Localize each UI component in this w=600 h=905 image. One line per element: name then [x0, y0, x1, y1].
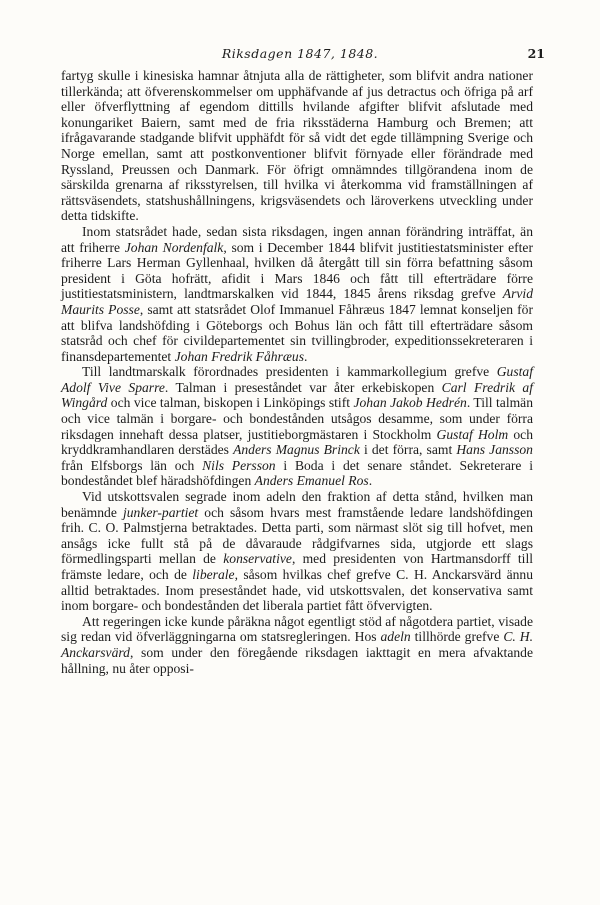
paragraph — [61, 614, 533, 676]
text-run: , med presidenten von Hartmansdorff till främste ledare, och de — [61, 551, 534, 582]
italic-name: Anders Magnus Brinck — [233, 442, 360, 458]
text-run: tillhörde grefve — [410, 629, 504, 645]
text-run: och såsom hvars mest framstående ledare landshöfdingen frih. C. O. Palmstjerna betraktades. Detta parti, som närmast slöt sig till hofvet, men ansågs icke fullt stå på de dåvaraude rådgifvarnes sida, utgjorde ett slags förmedlingsparti mellan de — [61, 504, 533, 567]
text-run: och kryddkramhandlaren derstädes — [61, 426, 533, 458]
running-head — [0, 46, 600, 66]
text-run: , som i December 1844 blifvit justitiestatsminister efter friherre Lars Herman Gyllenhaal, hvilken då återgått till sin förra befattning såsom president i Göta hofrätt, afidit i Mars 1846 och fått till efterträdare förre justitiestatsministern, landtmarskalken vid 1844, 1845 årens riksdag grefve — [61, 239, 533, 302]
text-run: i Boda i det senare ståndet. Sekreterare i bondeståndet blef häradshöfdingen — [61, 457, 533, 489]
italic-name: Anders Emanuel Ros — [254, 473, 369, 489]
text-run: Till landtmarskalk förordnades presidenten i kammarkollegium grefve — [82, 364, 497, 380]
text-run: fartyg skulle i kinesiska hamnar åtnjuta alla de rättigheter, som blifvit andra nationer tillerkända; att öfverenskommelser om upphäfvande af jus detractus och öfriga på arf eller öfverflyttning af egendom dittills hvilande afgifter blifvit afslutade med konungariket Baiern, samt med de fria riksstäderna Hamburg och Bremen; att ifrågavarande stadgande blifvit upphäfdt för så vidt det egde tillämpning Sverige och Norge emellan, samt att postkonventioner blifvit förnyade eller förändrade med Ryssland, Preussen och Danmark. För öfrigt omnämndes tillgörandena inom de särskilda grenarna af riksstyrelsen, till hvilka vi återkomma vid framställningen af rättsväsendets, statshushållningens, krigsväsendets och läroverkens utveckling under detta tidskifte. — [61, 68, 533, 224]
italic-name: Gustaf Adolf Vive Sparre — [61, 364, 533, 395]
italic-name: Carl Fredrik af Wingård — [61, 379, 533, 411]
text-run: Inom statsrådet hade, sedan sista riksdagen, ingen annan förändring inträffat, än att friherre — [61, 223, 533, 255]
text-run: från Elfsborgs län och — [61, 457, 203, 473]
paragraph — [61, 364, 533, 489]
text-run: . Talman i preseståndet var åter erkebiskopen — [164, 379, 442, 395]
italic-name: junker-partiet — [122, 504, 199, 520]
paragraph — [61, 489, 533, 614]
body-text — [61, 68, 533, 676]
text-run: , samt att statsrådet Olof Immanuel Fåhræus 1847 lemnat konseljen för att blifva landshöfding i Göteborgs och Bohus län och fått till efterträdare såsom statsråd och chef för civildepartementet sin tvillingbroder, expeditionssekreteraren i finansdepartementet — [61, 301, 533, 364]
italic-name: Hans Jansson — [456, 442, 533, 458]
italic-name: Johan Nordenfalk — [124, 239, 224, 255]
italic-name: Johan Fredrik Fåhræus — [174, 348, 304, 364]
text-run: Att regeringen icke kunde påräkna något egentligt stöd af någotdera partiet, visade sig redan vid öfverläggningarna om statsregleringen. Hos — [61, 613, 533, 645]
italic-name: adeln — [380, 629, 411, 645]
text-run: . — [368, 473, 373, 489]
text-run: och vice talman, biskopen i Linköpings stift — [107, 395, 354, 411]
text-run: Vid utskottsvalen segrade inom adeln den fraktion af detta stånd, hvilken man benämnde — [61, 489, 533, 520]
text-run: i det förra, samt — [359, 442, 457, 458]
italic-name: C. H. Anckarsvärd — [61, 629, 533, 660]
running-title: Riksdagen 1847, 1848. — [221, 46, 379, 61]
italic-name: konservative — [223, 551, 292, 567]
italic-name: Arvid Maurits Posse — [61, 286, 533, 317]
text-run: . — [304, 348, 308, 364]
text-run: , såsom hvilkas chef grefve C. H. Anckarsvärd ännu alltid betraktades. Inom preseståndet hade, vid utskottsvalen, det konservativa samt inom borgare- och bondestånden det liberala partiet fått öfvervigten. — [61, 567, 533, 614]
italic-name: Nils Persson — [202, 457, 276, 473]
italic-name: Gustaf Holm — [436, 426, 509, 442]
text-run: , som under den föregående riksdagen iakttagit en mera afvaktande hållning, nu åter opposi- — [61, 644, 533, 676]
paragraph — [61, 224, 533, 364]
text-run: . Till talmän och vice talmän i borgare- och bondestånden utsågos desamme, som under förra riksdagen innehaft dessa platser, justitieborgmästaren i Stockholm — [61, 395, 533, 442]
paragraph — [61, 68, 533, 224]
italic-name: liberale — [192, 567, 235, 582]
page-number: 21 — [527, 46, 545, 61]
italic-name: Johan Jakob Hedrén — [353, 395, 467, 411]
